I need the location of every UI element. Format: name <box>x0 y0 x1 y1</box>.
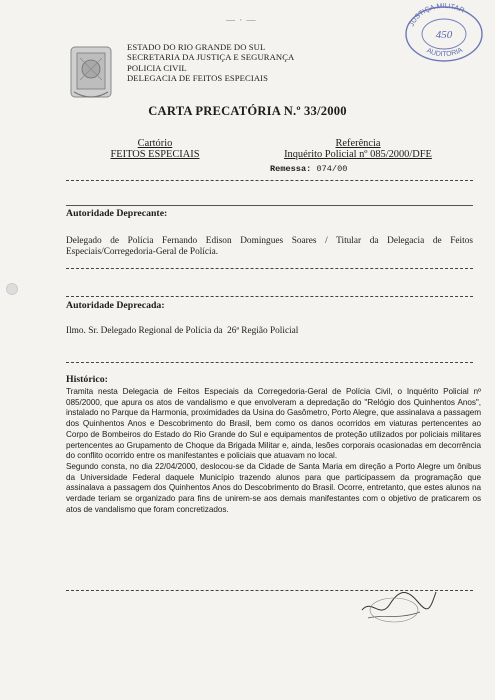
cartorio-block <box>100 138 210 160</box>
referencia-block <box>268 138 448 160</box>
referencia-label: Referência <box>335 138 381 149</box>
letterhead-line: SECRETARIA DA JUSTIÇA E SEGURANÇA <box>127 52 295 63</box>
historico-paragraph: Tramita nesta Delegacia de Feitos Especiais da Corregedoria-Geral de Polícia Civil, o Inquérito Policial nº 085/2000, que apura os atos de vandalismo e que envolveram a depredação do "Relógio dos Quinhentos Anos", instalado no Parque da Harmonia, proximidades da Usina do Gasômetro, Porto Alegre, que assinalava a passagem dos Quinhentos Anos e Descobrimento do Brasil, bem como os danos ocorridos em viaturas pertencentes ao Corpo de Bombeiros do Estado do Rio Grande do Sul e equipamentos de proteção utilizados por policiais militares pertencentes ao Grupamento de Choque da Brigada Militar e, ainda, lesões corporais ocasionadas em decorrência do conflito ocorrido entre os manifestantes e policiais que atuavam no local. <box>66 387 481 461</box>
deprecada-text-b: 26ª Região Policial <box>227 326 299 336</box>
document-title: CARTA PRECATÓRIA N.º 33/2000 <box>148 104 347 118</box>
remessa-line <box>270 164 347 174</box>
cartorio-label: Cartório <box>137 138 173 149</box>
historico-heading: Histórico: <box>66 374 108 385</box>
deprecante-heading: Autoridade Deprecante: <box>66 208 168 219</box>
punch-hole <box>6 283 18 295</box>
historico-body <box>66 387 481 515</box>
cartorio-value: FEITOS ESPECIAIS <box>110 149 200 160</box>
divider <box>66 296 473 297</box>
top-mark: — · — <box>226 15 257 25</box>
divider <box>66 268 473 269</box>
remessa-label: Remessa: <box>270 164 312 174</box>
divider <box>66 362 473 363</box>
stamp-top-text: JUSTIÇA MILITAR <box>408 2 466 28</box>
divider <box>66 180 473 181</box>
stamp-number: 450 <box>435 29 453 41</box>
deprecada-heading: Autoridade Deprecada: <box>66 300 165 311</box>
letterhead <box>127 42 294 84</box>
stamp-seal <box>402 2 486 62</box>
divider <box>66 205 473 206</box>
historico-paragraph: Segundo consta, no dia 22/04/2000, deslocou-se da Cidade de Santa Maria em direção a Porto Alegre um ônibus da Universidade Federal daquele Município trazendo alunos para que participassem da programação que assinalava a passagem dos Quinhentos Anos do Descobrimento do Brasil. Ocorre, entretanto, que estes alunos na verdade teriam se organizado para fins de unirem-se aos demais manifestantes com o objetivo de praticarem os atos de vandalismo que foram concretizados. <box>66 461 481 514</box>
signature-stamp <box>358 580 440 628</box>
letterhead-line: DELEGACIA DE FEITOS ESPECIAIS <box>127 73 268 84</box>
referencia-value: Inquérito Policial nº 085/2000/DFE <box>284 149 432 160</box>
svg-text:JUSTIÇA MILITAR <box>409 3 466 28</box>
coat-of-arms-icon <box>66 44 116 102</box>
svg-text:AUDITORIA <box>425 47 464 58</box>
stamp-bottom-text: AUDITORIA <box>425 46 464 59</box>
deprecada-text-a: Ilmo. Sr. Delegado Regional de Polícia da <box>66 326 223 336</box>
remessa-value: 074/00 <box>316 164 348 174</box>
letterhead-line: ESTADO DO RIO GRANDE DO SUL <box>127 42 266 52</box>
deprecante-text: Delegado de Polícia Fernando Edison Domingues Soares / Titular da Delegacia de Feitos Especiais/Corregedoria-Geral de Polícia. <box>66 236 473 258</box>
letterhead-line: POLICIA CIVIL <box>127 62 187 73</box>
deprecada-text <box>66 326 298 337</box>
